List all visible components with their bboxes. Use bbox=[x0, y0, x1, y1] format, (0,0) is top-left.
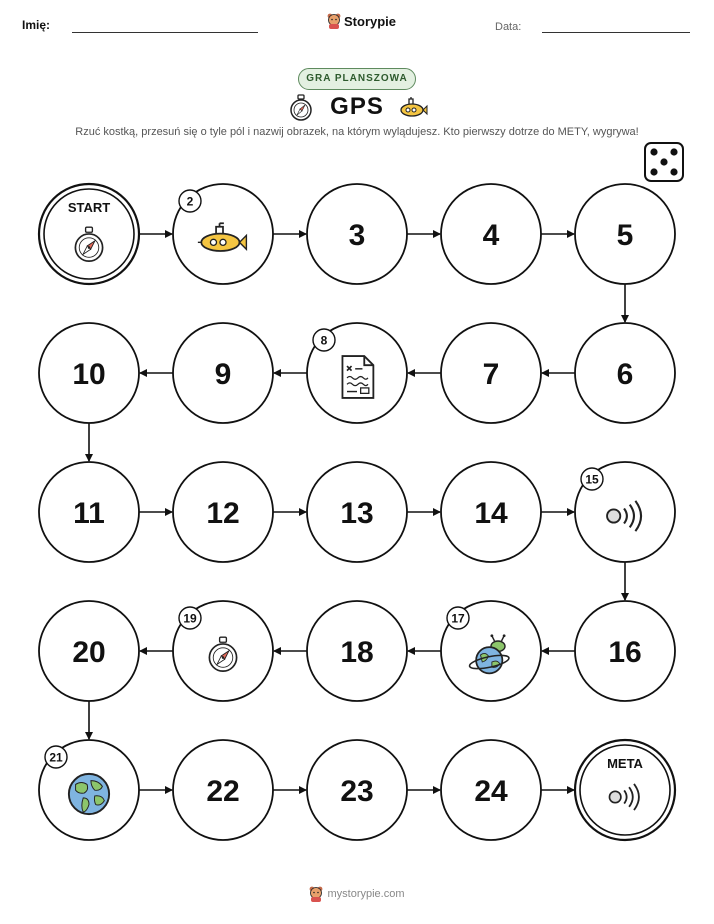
cell-number: 24 bbox=[474, 775, 508, 808]
board-cell-6 bbox=[575, 323, 675, 423]
board-cell-14 bbox=[441, 462, 541, 562]
board-cell-22 bbox=[173, 740, 273, 840]
cell-number: 13 bbox=[340, 497, 374, 530]
board-cell-20 bbox=[39, 601, 139, 701]
cell-number: 20 bbox=[72, 636, 106, 669]
board-cell-13 bbox=[307, 462, 407, 562]
footer-url: mystorypie.com bbox=[327, 888, 405, 900]
cell-number: 11 bbox=[73, 497, 105, 530]
board-cell-10 bbox=[39, 323, 139, 423]
cell-number: 7 bbox=[482, 358, 500, 391]
board-cell-23 bbox=[307, 740, 407, 840]
cell-number: 4 bbox=[482, 219, 500, 252]
cell-number: 23 bbox=[340, 775, 374, 808]
name-label: Imię: bbox=[22, 18, 51, 32]
cell-number: 22 bbox=[206, 775, 240, 808]
board-cell-25 bbox=[575, 740, 675, 840]
game-type-badge: GRA PLANSZOWA bbox=[298, 68, 416, 90]
page-title: GPS bbox=[330, 93, 384, 120]
board-cell-8 bbox=[307, 323, 407, 423]
board-cell-1 bbox=[39, 184, 139, 284]
board-cell-11 bbox=[39, 462, 139, 562]
board-cell-7 bbox=[441, 323, 541, 423]
cell-number: 21 bbox=[49, 750, 63, 765]
cell-number: 12 bbox=[206, 497, 240, 530]
cell-number: 15 bbox=[585, 472, 599, 487]
board-cell-3 bbox=[307, 184, 407, 284]
board-cell-19 bbox=[173, 601, 273, 701]
document-icon bbox=[342, 356, 373, 398]
board-cell-9 bbox=[173, 323, 273, 423]
cell-number: 18 bbox=[340, 636, 374, 669]
cell-number: 6 bbox=[616, 358, 634, 391]
board-cell-12 bbox=[173, 462, 273, 562]
cell-number: 14 bbox=[474, 497, 508, 530]
finish-label: META bbox=[607, 756, 643, 771]
board-cell-17 bbox=[441, 601, 541, 701]
cell-number: 5 bbox=[616, 219, 634, 252]
brand-name: Storypie bbox=[344, 13, 397, 29]
cell-number: 19 bbox=[183, 611, 197, 626]
globe-icon bbox=[69, 774, 109, 814]
cell-number: 10 bbox=[72, 358, 106, 391]
start-label: START bbox=[67, 200, 111, 215]
board-cell-4 bbox=[441, 184, 541, 284]
cell-number: 17 bbox=[451, 611, 465, 626]
cell-number: 16 bbox=[608, 636, 642, 669]
footer bbox=[0, 886, 714, 902]
board-cell-24 bbox=[441, 740, 541, 840]
board-cell-15 bbox=[575, 462, 675, 562]
board-cell-21 bbox=[39, 740, 139, 840]
board-cell-5 bbox=[575, 184, 675, 284]
date-label: Data: bbox=[495, 21, 522, 33]
cell-number: 2 bbox=[186, 194, 194, 209]
board-cell-2 bbox=[173, 184, 273, 284]
cell-number: 9 bbox=[214, 358, 232, 391]
cell-number: 8 bbox=[320, 333, 328, 348]
board-cell-18 bbox=[307, 601, 407, 701]
cell-number: 3 bbox=[348, 219, 366, 252]
board-cell-16 bbox=[575, 601, 675, 701]
bear-icon bbox=[309, 886, 323, 902]
instructions: Rzuć kostką, przesuń się o tyle pól i nazwij obrazek, na którym wylądujesz. Kto pierwszy dotrze do METY, wygrywa! bbox=[75, 126, 639, 138]
